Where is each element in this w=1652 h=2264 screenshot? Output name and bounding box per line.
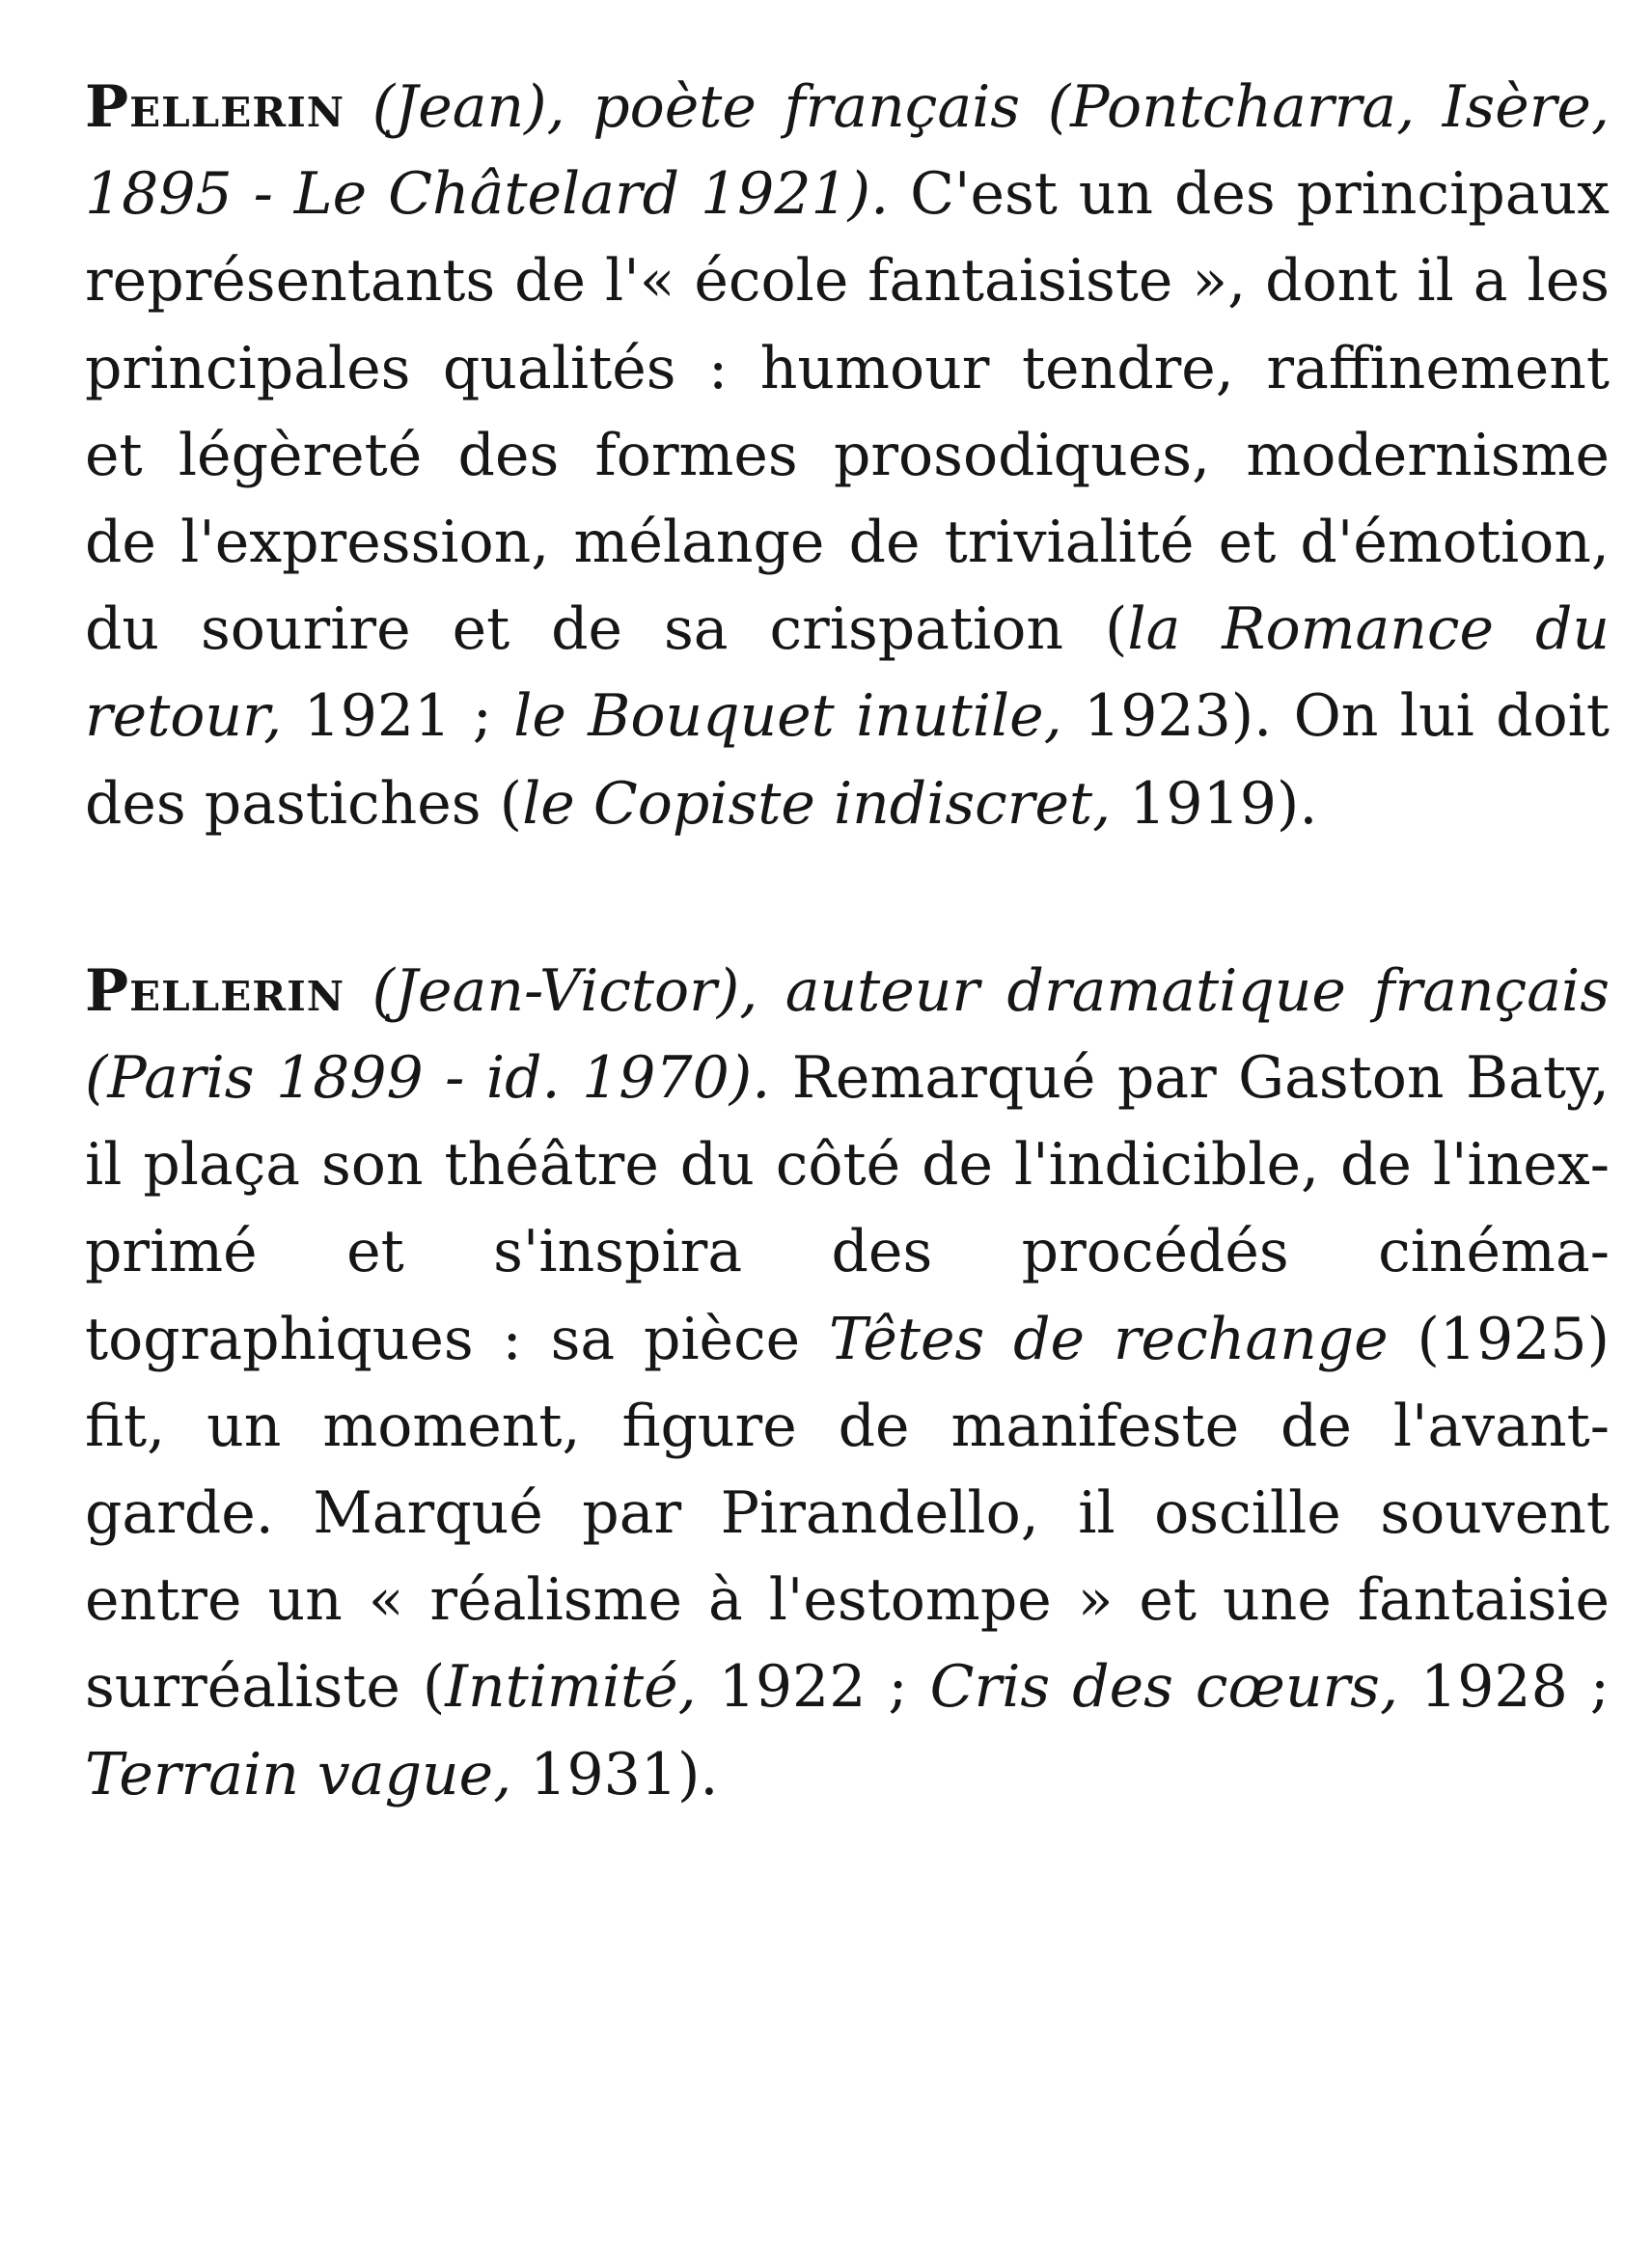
headword: Pellerin	[85, 956, 345, 1025]
entry-text: C'est un des principaux représentants de l'« école fantaisiste », dont il a les principales qualités : humour tendre, raffinement et légèreté des formes prosodiques, modernisme de l'expression, mélange de trivialité et d'émotion, du sourire et de sa crispation (	[85, 160, 1610, 664]
entry-identification: (Jean-Victor), auteur dramatique français (Paris 1899 - id. 1970).	[85, 956, 1610, 1113]
work-title: le Copiste indiscret,	[522, 769, 1112, 838]
work-title: Intimité,	[445, 1653, 697, 1722]
entry-pellerin-jean	[85, 64, 1610, 847]
entry-text: 1931).	[511, 1740, 719, 1808]
entry-pellerin-jean-victor	[85, 948, 1610, 1818]
headword: Pellerin	[85, 73, 345, 141]
work-title: Cris des cœurs,	[929, 1653, 1399, 1722]
dictionary-page	[85, 64, 1610, 1818]
work-title: Têtes de rechange	[829, 1305, 1389, 1373]
entry-identification: (Jean), poète français (Pontcharra, Isère, 1895 - Le Châtelard 1921).	[85, 73, 1610, 229]
entry-text: 1921 ;	[282, 682, 514, 751]
entry-text: Remarqué par Gaston Baty, il plaça son théâtre du côté de l'indicible, de l'inexprimé et s'inspira des procédés cinématographiques : sa pièce	[85, 1044, 1610, 1373]
work-title: la Romance du retour,	[85, 595, 1610, 751]
entry-text: 1919).	[1111, 769, 1318, 838]
entry-text: (1925) fit, un moment, figure de manifeste de l'avant-garde. Marqué par Pirandello, il oscille souvent entre un « réalisme à l'estompe » et une fantaisie surréaliste (	[85, 1305, 1611, 1722]
entry-text: 1923). On lui doit des pastiches (	[85, 682, 1610, 838]
entry-text: 1922 ;	[696, 1653, 930, 1722]
entry-text: 1928 ;	[1398, 1653, 1610, 1722]
work-title: le Bouquet inutile,	[513, 682, 1062, 751]
work-title: Terrain vague,	[85, 1740, 512, 1808]
